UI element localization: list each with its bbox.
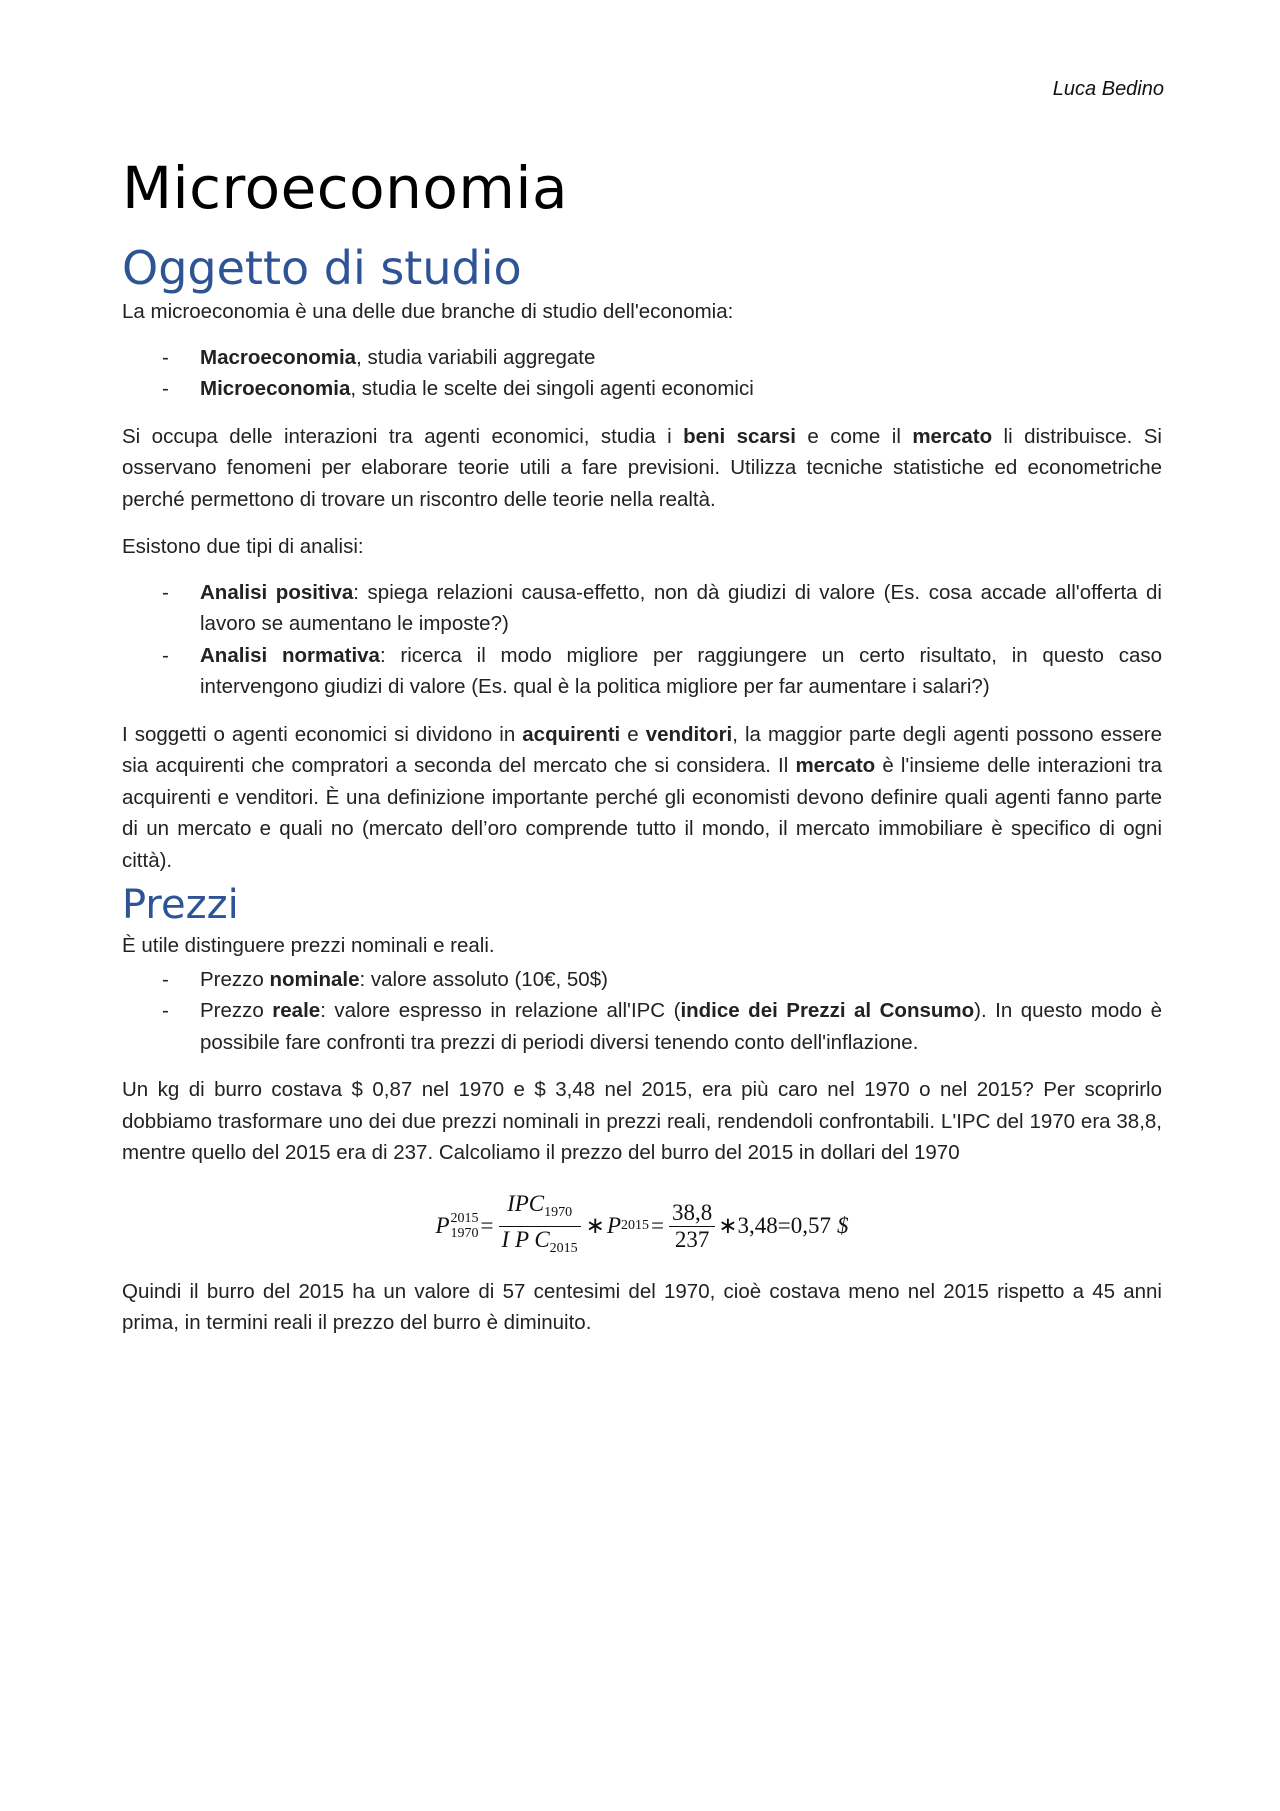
dash-bullet: - [162,580,169,604]
dash-bullet: - [162,643,169,667]
agents-paragraph: I soggetti o agenti economici si dividono in acquirenti e venditori, la maggior parte degli agenti possono essere sia acquirenti che compratori a seconda del mercato che si considera. Il mercato è l'insieme delle interazioni tra acquirenti e venditori. È una definizione importante perché gli economisti devono definire quali agenti fanno parte di un mercato e quali no (mercato dell’oro comprende tutto il mondo, il mercato immobiliare è specifico di ogni città). [122,722,1163,872]
formula-supsub: 2015 1970 [450,1211,479,1241]
term-bold: Macroeconomia [200,345,357,369]
document-title: Microeconomia [122,154,569,222]
section-heading-prezzi: Prezzi [122,882,239,928]
analysis-intro: Esistono due tipi di analisi: [122,535,364,558]
list-item [122,577,1162,640]
list-item-text: , studia variabili aggregate [356,345,596,369]
intro-paragraph: La microeconomia è una delle due branche di studio dell'economia: [122,300,734,323]
term-bold: Microeconomia [200,377,351,400]
dash-bullet: - [162,967,169,991]
branches-list [122,342,1162,405]
term-bold: Analisi normativa [200,643,380,667]
prices-intro: È utile distinguere prezzi nominali e reali. [122,934,495,957]
list-item: - Prezzo nominale: valore assoluto (10€, 50$) [122,964,1162,996]
real-price-formula: P 2015 1970 = $\frac{IPC_{1970}}{I P C_{2015}}$ ∗ P 2015 = $\frac{38,8}{237}$ ∗3,48=0,57 $ [122,1191,1162,1262]
list-item [122,373,1162,405]
list-item-text: , studia le scelte dei singoli agenti economici [350,377,754,400]
formula-fraction-values: $\frac{38,8}{237}$ [669,1200,715,1253]
term-bold: Analisi positiva [200,580,354,604]
scope-paragraph: Si occupa delle interazioni tra agenti economici, studia i beni scarsi e come il mercato li distribuisce. Si osservano fenomeni per elaborare teorie utili a fare previsioni. Utilizza tecniche statistiche ed econometriche perché permettono di trovare un riscontro delle teorie nella realtà. [122,424,1162,511]
list-item [122,640,1162,703]
formula-fraction-ipc: $\frac{IPC_{1970}}{I P C_{2015}}$ [499,1191,581,1262]
section-heading-oggetto: Oggetto di studio [122,241,522,295]
formula-p: P [435,1213,450,1238]
list-item-text: : ricerca il modo migliore per raggiungere un certo risultato, in questo caso intervengono giudizi di valore (Es. qual è la politica migliore per far aumentare i salari?) [200,643,1163,698]
analysis-list [122,577,1162,703]
author-header: Luca Bedino [1052,78,1164,100]
conclusion-paragraph: Quindi il burro del 2015 ha un valore di 57 centesimi del 1970, cioè costava meno nel 2015 rispetto a 45 anni prima, in termini reali il prezzo del burro è diminuito. [122,1279,1162,1334]
dash-bullet: - [162,345,169,369]
dash-bullet: - [162,377,169,400]
list-item: - Prezzo reale: valore espresso in relazione all'IPC (indice dei Prezzi al Consumo). In questo modo è possibile fare confronti tra prezzi di periodi diversi tenendo conto dell'inflazione. [122,995,1162,1058]
prices-list [122,964,1162,1059]
butter-example-paragraph: Un kg di burro costava $ 0,87 nel 1970 e $ 3,48 nel 2015, era più caro nel 1970 o nel 2015? Per scoprirlo dobbiamo trasformare uno dei due prezzi nominali in prezzi reali, rendendoli confrontabili. L'IPC del 1970 era 38,8, mentre quello del 2015 era di 237. Calcoliamo il prezzo del burro del 2015 in dollari del 1970 [122,1078,1162,1164]
dash-bullet: - [162,999,169,1022]
list-item-text: : spiega relazioni causa-effetto, non dà giudizi di valore (Es. cosa accade all'offerta di lavoro se aumentano le imposte?) [200,580,1162,635]
list-item [122,342,1162,374]
document-body [122,152,1162,1339]
